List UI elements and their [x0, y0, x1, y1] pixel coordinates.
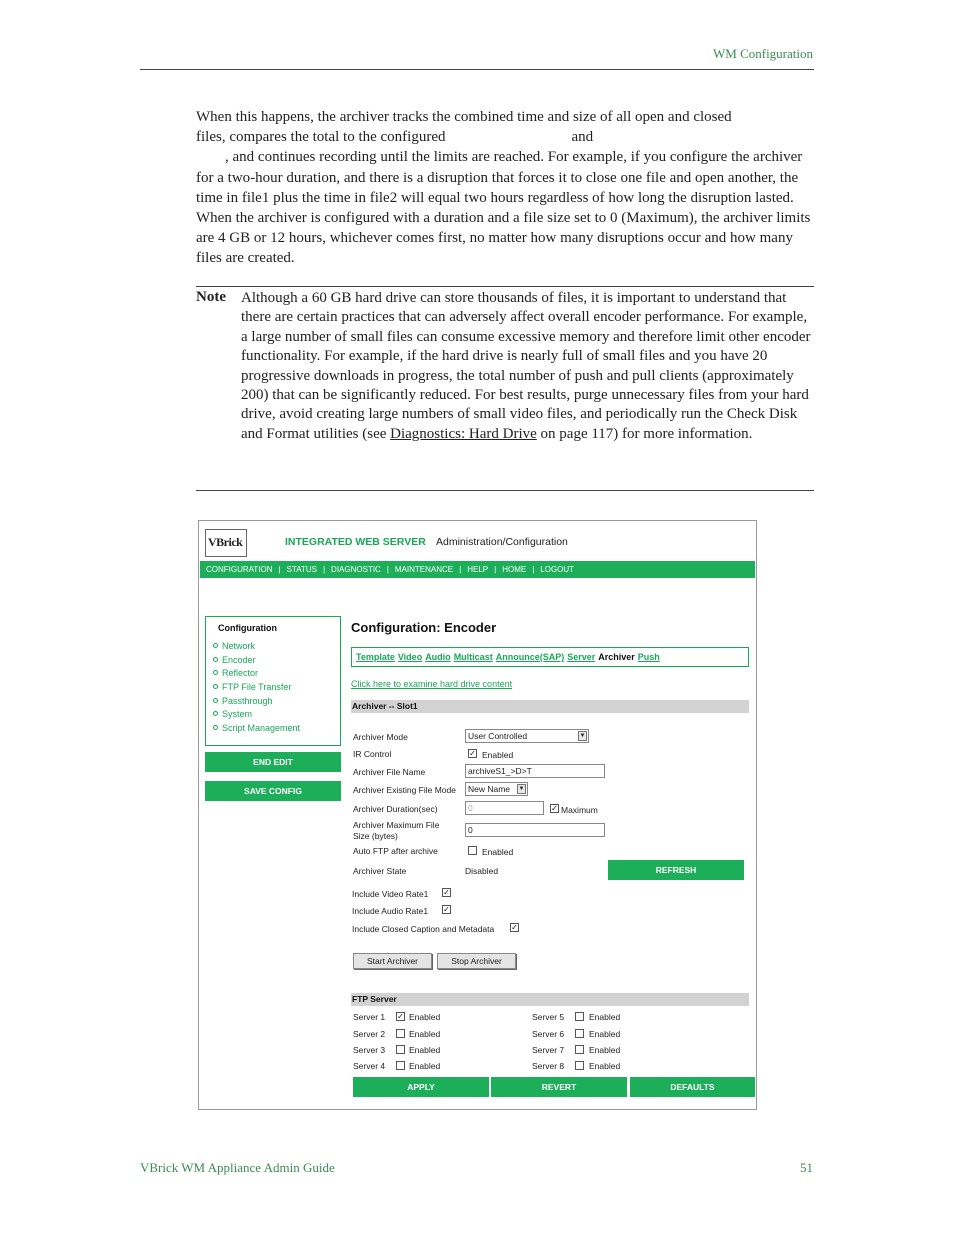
- max-file-size-label: Archiver Maximum File: [353, 820, 440, 830]
- tab-server[interactable]: Server: [567, 652, 596, 662]
- sidebar-item-label: FTP File Transfer: [222, 682, 292, 693]
- nav-maintenance[interactable]: MAINTENANCE: [394, 565, 454, 574]
- stop-archiver-button[interactable]: Stop Archiver: [437, 953, 516, 969]
- include-video-label: Include Video Rate1: [352, 889, 429, 899]
- page-number: 51: [800, 1160, 813, 1175]
- web-server-screenshot: [198, 520, 757, 1110]
- existing-file-mode-select[interactable]: [465, 782, 528, 796]
- tab-multicast[interactable]: Multicast: [453, 652, 493, 662]
- ir-control-checkbox[interactable]: ✓: [469, 749, 476, 758]
- body-line-1: When this happens, the archiver tracks the combined time and size of all open and closed: [196, 109, 732, 125]
- sidebar-item-passthrough[interactable]: [213, 695, 300, 709]
- sidebar-item-ftp-file-transfer[interactable]: [213, 681, 300, 695]
- archiver-file-name-label: Archiver File Name: [353, 767, 426, 777]
- sidebar-item-system[interactable]: [213, 708, 300, 722]
- start-archiver-button[interactable]: Start Archiver: [353, 953, 432, 969]
- product-subtitle: Administration/Configuration: [436, 536, 568, 548]
- auto-ftp-label: Auto FTP after archive: [353, 846, 438, 856]
- ftp-server-6-label: Server 6: [532, 1029, 565, 1039]
- ftp-server-4-label: Server 4: [353, 1061, 386, 1071]
- existing-file-mode-value: New Name: [468, 784, 511, 794]
- ftp-server-2-enabled: Enabled: [409, 1029, 441, 1039]
- bullet-icon: [213, 684, 218, 689]
- chevron-down-icon: ▼: [518, 786, 525, 792]
- sidebar-item-label: System: [222, 709, 253, 720]
- sidebar-item-script-management[interactable]: [213, 722, 300, 736]
- ftp-server-3-label: Server 3: [353, 1045, 386, 1055]
- include-audio-label: Include Audio Rate1: [352, 906, 429, 916]
- archiver-section-header: Archiver -- Slot1: [351, 700, 749, 713]
- archiver-state-value: Disabled: [465, 866, 499, 876]
- ftp-server-7-enabled: Enabled: [589, 1045, 621, 1055]
- ftp-server-5-label: Server 5: [532, 1012, 565, 1022]
- bullet-icon: [213, 698, 218, 703]
- auto-ftp-checkbox[interactable]: [468, 846, 477, 855]
- body-line-3: , and continues recording until the limits are reached. For example, if you configure the: [225, 149, 750, 166]
- include-cc-label: Include Closed Caption and Metadata: [352, 924, 495, 934]
- sidebar-item-label: Network: [222, 641, 256, 651]
- ftp-server-7-checkbox[interactable]: [575, 1045, 584, 1054]
- ftp-server-6-checkbox[interactable]: [575, 1029, 584, 1038]
- ir-control-label: IR Control: [353, 749, 392, 759]
- body-paragraph: [196, 107, 814, 269]
- ir-control-enabled-label: Enabled: [482, 750, 514, 760]
- ftp-server-3-checkbox[interactable]: [396, 1045, 405, 1054]
- ftp-server-2-checkbox[interactable]: [396, 1029, 405, 1038]
- ftp-server-section-header: FTP Server: [351, 993, 749, 1006]
- sidebar-item-label: Passthrough: [222, 695, 273, 706]
- archiver-file-name-input[interactable]: archiveS1_>D>T: [465, 764, 605, 778]
- note-bottom-rule: [196, 490, 814, 491]
- include-audio-checkbox[interactable]: ✓: [443, 905, 450, 914]
- ftp-server-5-checkbox[interactable]: [575, 1012, 584, 1021]
- note-text-before: Although a 60 GB hard drive can store thousands of files, it is important to understand that there are certain practices that can adversely affect overall encoder performance. For example, a large number of small files can consume excessive memory and therefore limit other encoder functionality. For example, if the hard drive is nearly full of small files and you have 20 progressive downloads in progress, the total number of push and pull clients (approximately 200) that can be significantly reduced. For best results, purge unnecessary files from your hard drive, avoid creating large numbers of small video files, and periodically run the Check Disk and Format utilities (see: [241, 290, 811, 442]
- body-line-2b: and: [571, 129, 594, 146]
- archiver-mode-select[interactable]: [465, 729, 589, 743]
- body-rest: archiver for a two-hour duration, and there is a disruption that forces it to close one file and open another, the time in file1 plus the time in file2 will equal two hours regardless of how long the disruption lasted. When the archiver is configured with a duration and a file size set to 0 (Maximum), the archiver limits are 4 GB or 12 hours, whichever comes first, no matter how many disruptions occur and how many files are created.: [196, 149, 811, 267]
- end-edit-button[interactable]: END EDIT: [205, 752, 341, 772]
- bullet-icon: [213, 725, 218, 730]
- tab-template[interactable]: Template: [356, 652, 395, 662]
- nav-diagnostic[interactable]: DIAGNOSTIC: [331, 565, 381, 574]
- sidebar-item-label: Reflector: [222, 668, 259, 679]
- sidebar-item-encoder[interactable]: [213, 654, 300, 668]
- ftp-server-7-label: Server 7: [532, 1045, 565, 1055]
- vbrick-logo: VBrick: [205, 529, 247, 557]
- ftp-server-2-label: Server 2: [353, 1029, 386, 1039]
- note-text-after: on page 117) for more information.: [536, 425, 753, 442]
- archiver-mode-value: User Controlled: [468, 731, 528, 741]
- sidebar-item-label: Script Management: [222, 723, 301, 734]
- nav-home[interactable]: HOME: [502, 565, 527, 574]
- config-sidebar: [205, 616, 341, 746]
- archiver-duration-label: Archiver Duration(sec): [353, 804, 438, 814]
- nav-status[interactable]: STATUS: [286, 565, 317, 574]
- ftp-server-8-enabled: Enabled: [589, 1061, 621, 1071]
- ftp-server-5-enabled: Enabled: [589, 1012, 621, 1022]
- max-file-size-input[interactable]: 0: [465, 823, 605, 837]
- archiver-duration-input[interactable]: 0: [465, 801, 544, 815]
- tab-audio[interactable]: Audio: [425, 652, 451, 662]
- defaults-button[interactable]: DEFAULTS: [630, 1077, 755, 1097]
- tab-push[interactable]: Push: [637, 652, 660, 662]
- top-nav-bar: CONFIGURATION | STATUS | DIAGNOSTIC | MAINTENANCE | HELP | HOME | LOGOUT: [200, 561, 755, 578]
- ftp-server-3-enabled: Enabled: [409, 1045, 441, 1055]
- sidebar-title: Configuration: [218, 623, 277, 633]
- body-line-2a: files, compares the total to the configured: [196, 129, 446, 146]
- ftp-server-4-checkbox[interactable]: [396, 1061, 405, 1070]
- duration-maximum-label: Maximum: [561, 805, 598, 815]
- ftp-server-8-checkbox[interactable]: [575, 1061, 584, 1070]
- bullet-icon: [213, 657, 218, 662]
- archiver-state-label: Archiver State: [353, 866, 407, 876]
- duration-maximum-checkbox[interactable]: ✓: [551, 804, 558, 813]
- diagnostics-hard-drive-link[interactable]: Diagnostics: Hard Drive: [390, 425, 537, 442]
- sidebar-item-reflector[interactable]: [213, 667, 300, 681]
- bullet-icon: [213, 670, 218, 675]
- ftp-server-1-enabled: Enabled: [409, 1012, 441, 1022]
- sidebar-item-network[interactable]: [213, 640, 300, 654]
- running-header: WM Configuration: [712, 46, 813, 61]
- tab-archiver[interactable]: Archiver: [598, 652, 635, 662]
- footer-title: VBrick WM Appliance Admin Guide: [140, 1160, 335, 1175]
- note-text: [241, 289, 814, 444]
- existing-file-mode-label: Archiver Existing File Mode: [353, 785, 456, 795]
- revert-button[interactable]: REVERT: [491, 1077, 627, 1097]
- save-config-button[interactable]: SAVE CONFIG: [205, 781, 341, 801]
- nav-configuration[interactable]: CONFIGURATION: [206, 565, 273, 574]
- include-video-checkbox[interactable]: ✓: [443, 888, 450, 897]
- nav-logout[interactable]: LOGOUT: [540, 565, 575, 574]
- note-top-rule: [196, 286, 814, 287]
- ftp-server-1-label: Server 1: [353, 1012, 386, 1022]
- product-name: INTEGRATED WEB SERVER: [285, 536, 426, 548]
- ftp-server-8-label: Server 8: [532, 1061, 565, 1071]
- archiver-mode-label: Archiver Mode: [353, 732, 408, 742]
- tab-video[interactable]: Video: [397, 652, 423, 662]
- header-rule: [140, 69, 814, 70]
- sidebar-menu: [213, 640, 300, 736]
- bullet-icon: [213, 643, 218, 648]
- nav-help[interactable]: HELP: [467, 565, 489, 574]
- include-cc-checkbox[interactable]: ✓: [511, 923, 518, 932]
- sidebar-item-label: Encoder: [222, 654, 256, 665]
- tab-announce-sap[interactable]: Announce(SAP): [495, 652, 565, 662]
- page-title: Configuration: Encoder: [351, 620, 497, 635]
- bullet-icon: [213, 711, 218, 716]
- encoder-tabs: [351, 647, 749, 667]
- ftp-server-4-enabled: Enabled: [409, 1061, 441, 1071]
- max-file-size-label-2: Size (bytes): [353, 831, 398, 841]
- auto-ftp-enabled-label: Enabled: [482, 847, 514, 857]
- hard-drive-content-link[interactable]: Click here to examine hard drive content: [351, 679, 513, 689]
- apply-button[interactable]: APPLY: [353, 1077, 489, 1097]
- note-label: Note: [196, 289, 226, 305]
- refresh-button[interactable]: REFRESH: [608, 860, 744, 880]
- ftp-server-6-enabled: Enabled: [589, 1029, 621, 1039]
- chevron-down-icon: ▼: [579, 733, 586, 739]
- ftp-server-1-checkbox[interactable]: ✓: [397, 1012, 404, 1021]
